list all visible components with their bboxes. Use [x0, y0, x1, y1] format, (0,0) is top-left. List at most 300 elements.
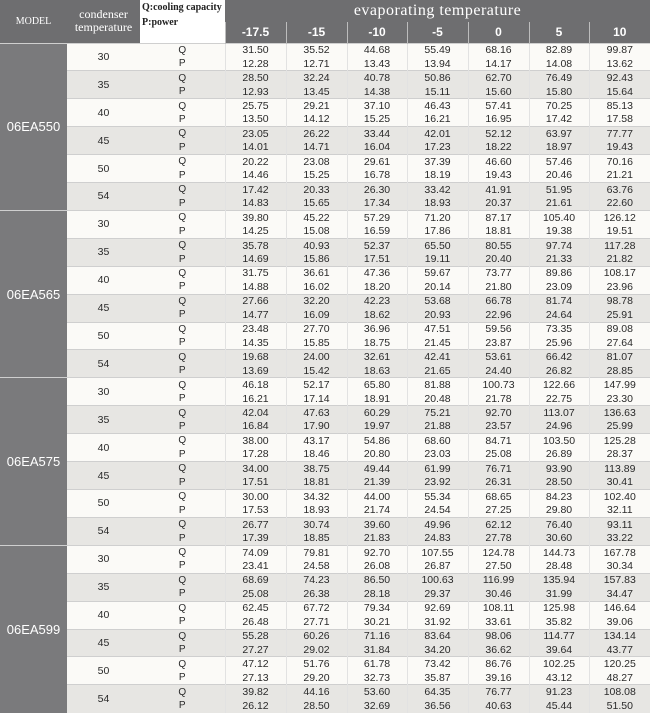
- cooling-capacity-value: 51.95: [529, 183, 589, 197]
- condenser-temperature: 45: [67, 629, 140, 657]
- cooling-capacity-value: 68.65: [468, 490, 529, 504]
- condenser-temperature: 50: [67, 155, 140, 183]
- power-value: 17.14: [286, 392, 347, 406]
- cooling-capacity-value: 66.42: [529, 350, 589, 364]
- condenser-temperature: 35: [67, 238, 140, 266]
- cooling-capacity-value: 37.39: [407, 155, 468, 169]
- model-name: 06EA565: [0, 210, 67, 377]
- power-value: 17.34: [347, 196, 407, 210]
- table-row: [0, 322, 650, 336]
- power-value: 17.42: [529, 113, 589, 127]
- cooling-capacity-label: Q: [140, 573, 225, 587]
- cooling-capacity-label: Q: [140, 210, 225, 224]
- cooling-capacity-label: Q: [140, 99, 225, 113]
- table-row: [0, 266, 650, 280]
- power-value: 36.62: [468, 643, 529, 657]
- condenser-temperature: 54: [67, 517, 140, 545]
- cooling-capacity-value: 114.77: [529, 629, 589, 643]
- power-value: 13.69: [225, 364, 286, 378]
- power-value: 16.59: [347, 224, 407, 238]
- condenser-temperature-header: [67, 0, 140, 43]
- model-name: 06EA599: [0, 545, 67, 713]
- cooling-capacity-value: 100.73: [468, 378, 529, 392]
- cooling-capacity-value: 65.80: [347, 378, 407, 392]
- cooling-capacity-value: 92.70: [347, 545, 407, 559]
- cooling-capacity-value: 76.40: [529, 517, 589, 531]
- cooling-capacity-value: 23.05: [225, 127, 286, 141]
- cooling-capacity-value: 59.56: [468, 322, 529, 336]
- cooling-capacity-value: 97.74: [529, 238, 589, 252]
- power-value: 26.12: [225, 699, 286, 713]
- power-value: 51.50: [589, 699, 650, 713]
- cooling-capacity-value: 76.77: [468, 685, 529, 699]
- power-value: 45.44: [529, 699, 589, 713]
- power-label: P: [140, 671, 225, 685]
- cooling-capacity-value: 62.45: [225, 601, 286, 615]
- cooling-capacity-value: 86.76: [468, 657, 529, 671]
- power-value: 19.11: [407, 252, 468, 266]
- model-header: MODEL: [0, 0, 67, 43]
- power-value: 20.46: [529, 169, 589, 183]
- cooling-capacity-value: 25.75: [225, 99, 286, 113]
- cooling-capacity-value: 45.22: [286, 210, 347, 224]
- power-value: 22.75: [529, 392, 589, 406]
- table-row: [0, 99, 650, 113]
- power-value: 26.82: [529, 364, 589, 378]
- cooling-capacity-value: 73.35: [529, 322, 589, 336]
- cooling-capacity-value: 32.61: [347, 350, 407, 364]
- cooling-capacity-value: 60.26: [286, 629, 347, 643]
- power-value: 14.69: [225, 252, 286, 266]
- power-label: P: [140, 559, 225, 573]
- cooling-capacity-value: 39.80: [225, 210, 286, 224]
- power-value: 18.81: [286, 476, 347, 490]
- power-value: 25.99: [589, 420, 650, 434]
- power-label: P: [140, 308, 225, 322]
- power-value: 17.51: [225, 476, 286, 490]
- power-value: 29.02: [286, 643, 347, 657]
- cooling-capacity-value: 52.12: [468, 127, 529, 141]
- cooling-capacity-value: 55.28: [225, 629, 286, 643]
- power-value: 15.60: [468, 85, 529, 99]
- cooling-capacity-value: 135.94: [529, 573, 589, 587]
- cooling-capacity-value: 71.20: [407, 210, 468, 224]
- cooling-capacity-value: 26.77: [225, 517, 286, 531]
- cooling-capacity-value: 49.44: [347, 462, 407, 476]
- cooling-capacity-value: 67.72: [286, 601, 347, 615]
- cooling-capacity-value: 40.93: [286, 238, 347, 252]
- condenser-temperature: 30: [67, 378, 140, 406]
- power-value: 18.81: [468, 224, 529, 238]
- condenser-temperature: 35: [67, 573, 140, 601]
- table-row: [0, 462, 650, 476]
- power-value: 17.86: [407, 224, 468, 238]
- model-name: 06EA575: [0, 378, 67, 545]
- power-value: 15.25: [347, 113, 407, 127]
- cooling-capacity-value: 167.78: [589, 545, 650, 559]
- cooling-capacity-value: 68.69: [225, 573, 286, 587]
- table-row: [0, 350, 650, 364]
- cooling-capacity-label: Q: [140, 294, 225, 308]
- power-value: 15.42: [286, 364, 347, 378]
- power-value: 23.92: [407, 476, 468, 490]
- cooling-capacity-value: 75.21: [407, 406, 468, 420]
- cooling-capacity-value: 46.43: [407, 99, 468, 113]
- power-value: 25.91: [589, 308, 650, 322]
- cooling-capacity-label: Q: [140, 406, 225, 420]
- power-value: 32.11: [589, 503, 650, 517]
- table-row: [0, 406, 650, 420]
- cooling-capacity-value: 100.63: [407, 573, 468, 587]
- cooling-capacity-value: 76.49: [529, 71, 589, 85]
- cooling-capacity-label: Q: [140, 434, 225, 448]
- power-value: 14.88: [225, 280, 286, 294]
- cooling-capacity-value: 19.68: [225, 350, 286, 364]
- power-value: 21.78: [468, 392, 529, 406]
- power-value: 14.08: [529, 57, 589, 71]
- cooling-capacity-value: 38.00: [225, 434, 286, 448]
- condenser-temperature: 30: [67, 545, 140, 573]
- power-value: 29.20: [286, 671, 347, 685]
- cooling-capacity-value: 63.76: [589, 183, 650, 197]
- power-value: 21.83: [347, 531, 407, 545]
- power-value: 14.35: [225, 336, 286, 350]
- power-value: 27.71: [286, 615, 347, 629]
- cooling-capacity-value: 134.14: [589, 629, 650, 643]
- power-label: P: [140, 531, 225, 545]
- power-value: 43.77: [589, 643, 650, 657]
- cooling-capacity-value: 89.86: [529, 266, 589, 280]
- power-value: 21.39: [347, 476, 407, 490]
- power-value: 17.51: [347, 252, 407, 266]
- power-value: 39.64: [529, 643, 589, 657]
- cooling-capacity-value: 36.61: [286, 266, 347, 280]
- cooling-capacity-value: 98.78: [589, 294, 650, 308]
- cooling-capacity-value: 34.00: [225, 462, 286, 476]
- power-value: 21.33: [529, 252, 589, 266]
- cooling-capacity-value: 53.68: [407, 294, 468, 308]
- power-value: 15.11: [407, 85, 468, 99]
- cooling-capacity-label: Q: [140, 545, 225, 559]
- cooling-capacity-value: 42.01: [407, 127, 468, 141]
- condenser-temperature: 50: [67, 490, 140, 518]
- power-value: 18.19: [407, 169, 468, 183]
- power-value: 21.45: [407, 336, 468, 350]
- cooling-capacity-value: 107.55: [407, 545, 468, 559]
- cooling-capacity-value: 136.63: [589, 406, 650, 420]
- cooling-capacity-value: 27.66: [225, 294, 286, 308]
- power-value: 26.89: [529, 448, 589, 462]
- power-value: 35.87: [407, 671, 468, 685]
- power-value: 29.37: [407, 587, 468, 601]
- power-label: P: [140, 113, 225, 127]
- power-value: 43.12: [529, 671, 589, 685]
- power-value: 26.48: [225, 615, 286, 629]
- power-value: 23.03: [407, 448, 468, 462]
- power-value: 28.37: [589, 448, 650, 462]
- cooling-capacity-value: 32.20: [286, 294, 347, 308]
- cooling-capacity-value: 53.60: [347, 685, 407, 699]
- cooling-capacity-value: 42.41: [407, 350, 468, 364]
- table-row: [0, 183, 650, 197]
- power-value: 16.09: [286, 308, 347, 322]
- table-row: [0, 545, 650, 559]
- cooling-capacity-value: 74.09: [225, 545, 286, 559]
- power-value: 27.25: [468, 503, 529, 517]
- evap-temp-header: -15: [286, 22, 347, 43]
- power-value: 15.80: [529, 85, 589, 99]
- cooling-capacity-value: 105.40: [529, 210, 589, 224]
- power-value: 12.28: [225, 57, 286, 71]
- cooling-capacity-label: Q: [140, 517, 225, 531]
- evap-temp-header: -5: [407, 22, 468, 43]
- power-value: 21.80: [468, 280, 529, 294]
- power-value: 39.16: [468, 671, 529, 685]
- cooling-capacity-value: 71.16: [347, 629, 407, 643]
- cooling-capacity-value: 46.18: [225, 378, 286, 392]
- cooling-capacity-value: 23.48: [225, 322, 286, 336]
- evaporating-temperature-header: evaporating temperature: [225, 0, 650, 22]
- cooling-capacity-value: 40.78: [347, 71, 407, 85]
- power-value: 24.64: [529, 308, 589, 322]
- power-label: P: [140, 392, 225, 406]
- cooling-capacity-label: Q: [140, 155, 225, 169]
- cooling-capacity-value: 144.73: [529, 545, 589, 559]
- power-value: 18.46: [286, 448, 347, 462]
- cooling-capacity-label: Q: [140, 350, 225, 364]
- power-value: 24.54: [407, 503, 468, 517]
- power-value: 32.73: [347, 671, 407, 685]
- power-value: 28.50: [529, 476, 589, 490]
- power-label: P: [140, 57, 225, 71]
- cooling-capacity-value: 47.63: [286, 406, 347, 420]
- cooling-capacity-value: 29.21: [286, 99, 347, 113]
- condenser-temperature: 45: [67, 294, 140, 322]
- cooling-capacity-label: Q: [140, 490, 225, 504]
- power-label: P: [140, 615, 225, 629]
- cooling-capacity-value: 81.74: [529, 294, 589, 308]
- table-row: [0, 490, 650, 504]
- power-value: 21.21: [589, 169, 650, 183]
- power-value: 27.27: [225, 643, 286, 657]
- power-value: 14.71: [286, 141, 347, 155]
- cooling-capacity-value: 65.50: [407, 238, 468, 252]
- table-row: [0, 573, 650, 587]
- power-value: 30.46: [468, 587, 529, 601]
- legend-p: P:power: [142, 17, 179, 28]
- power-value: 31.84: [347, 643, 407, 657]
- cooling-capacity-label: Q: [140, 183, 225, 197]
- cooling-capacity-value: 62.70: [468, 71, 529, 85]
- cooling-capacity-value: 47.12: [225, 657, 286, 671]
- power-value: 33.61: [468, 615, 529, 629]
- power-value: 16.02: [286, 280, 347, 294]
- cooling-capacity-value: 44.68: [347, 43, 407, 57]
- table-row: [0, 685, 650, 699]
- power-value: 16.95: [468, 113, 529, 127]
- cooling-capacity-value: 81.88: [407, 378, 468, 392]
- power-value: 26.87: [407, 559, 468, 573]
- cooling-capacity-value: 30.74: [286, 517, 347, 531]
- evap-temp-header: -17.5: [225, 22, 286, 43]
- power-value: 24.83: [407, 531, 468, 545]
- cooling-capacity-value: 92.70: [468, 406, 529, 420]
- power-value: 19.43: [468, 169, 529, 183]
- cooling-capacity-value: 81.07: [589, 350, 650, 364]
- cooling-capacity-value: 113.89: [589, 462, 650, 476]
- cooling-capacity-value: 39.82: [225, 685, 286, 699]
- power-value: 20.14: [407, 280, 468, 294]
- power-label: P: [140, 503, 225, 517]
- cooling-capacity-value: 57.46: [529, 155, 589, 169]
- table-row: [0, 294, 650, 308]
- cooling-capacity-value: 98.06: [468, 629, 529, 643]
- power-label: P: [140, 280, 225, 294]
- power-value: 34.20: [407, 643, 468, 657]
- power-value: 14.38: [347, 85, 407, 99]
- condenser-temperature: 45: [67, 127, 140, 155]
- cooling-capacity-value: 50.86: [407, 71, 468, 85]
- power-value: 15.08: [286, 224, 347, 238]
- power-value: 32.69: [347, 699, 407, 713]
- condenser-header-line2: temperature: [74, 20, 133, 35]
- cooling-capacity-value: 35.78: [225, 238, 286, 252]
- power-value: 17.53: [225, 503, 286, 517]
- power-label: P: [140, 252, 225, 266]
- cooling-capacity-value: 73.77: [468, 266, 529, 280]
- cooling-capacity-value: 125.98: [529, 601, 589, 615]
- power-value: 21.74: [347, 503, 407, 517]
- table-row: [0, 601, 650, 615]
- power-value: 27.78: [468, 531, 529, 545]
- cooling-capacity-value: 28.50: [225, 71, 286, 85]
- condenser-temperature: 35: [67, 406, 140, 434]
- power-value: 28.18: [347, 587, 407, 601]
- power-value: 21.61: [529, 196, 589, 210]
- power-value: 18.75: [347, 336, 407, 350]
- cooling-capacity-label: Q: [140, 629, 225, 643]
- power-value: 18.22: [468, 141, 529, 155]
- power-value: 13.94: [407, 57, 468, 71]
- power-value: 25.96: [529, 336, 589, 350]
- table-body: [0, 43, 650, 713]
- power-value: 17.58: [589, 113, 650, 127]
- power-value: 15.86: [286, 252, 347, 266]
- power-value: 15.64: [589, 85, 650, 99]
- table-row: [0, 629, 650, 643]
- cooling-capacity-value: 33.42: [407, 183, 468, 197]
- power-label: P: [140, 699, 225, 713]
- cooling-capacity-value: 23.08: [286, 155, 347, 169]
- cooling-capacity-label: Q: [140, 71, 225, 85]
- cooling-capacity-value: 17.42: [225, 183, 286, 197]
- condenser-temperature: 54: [67, 350, 140, 378]
- power-value: 23.41: [225, 559, 286, 573]
- model-name: 06EA550: [0, 43, 67, 210]
- power-value: 18.62: [347, 308, 407, 322]
- cooling-capacity-value: 53.61: [468, 350, 529, 364]
- cooling-capacity-value: 34.32: [286, 490, 347, 504]
- power-value: 28.48: [529, 559, 589, 573]
- cooling-capacity-value: 108.08: [589, 685, 650, 699]
- cooling-capacity-value: 39.60: [347, 517, 407, 531]
- power-value: 27.64: [589, 336, 650, 350]
- evap-temp-header: 10: [589, 22, 650, 43]
- power-value: 28.50: [286, 699, 347, 713]
- condenser-temperature: 50: [67, 657, 140, 685]
- power-value: 29.80: [529, 503, 589, 517]
- power-value: 24.58: [286, 559, 347, 573]
- power-label: P: [140, 420, 225, 434]
- evap-temp-header: 5: [529, 22, 589, 43]
- power-value: 23.57: [468, 420, 529, 434]
- cooling-capacity-value: 73.42: [407, 657, 468, 671]
- cooling-capacity-value: 84.71: [468, 434, 529, 448]
- power-value: 30.34: [589, 559, 650, 573]
- power-value: 16.21: [407, 113, 468, 127]
- cooling-capacity-value: 49.96: [407, 517, 468, 531]
- condenser-header-line1: condenser: [79, 7, 128, 22]
- cooling-capacity-value: 41.91: [468, 183, 529, 197]
- cooling-capacity-value: 47.51: [407, 322, 468, 336]
- power-value: 18.93: [286, 503, 347, 517]
- power-label: P: [140, 85, 225, 99]
- power-value: 14.12: [286, 113, 347, 127]
- cooling-capacity-value: 36.96: [347, 322, 407, 336]
- power-value: 13.50: [225, 113, 286, 127]
- power-value: 16.84: [225, 420, 286, 434]
- power-value: 14.83: [225, 196, 286, 210]
- cooling-capacity-value: 117.28: [589, 238, 650, 252]
- cooling-capacity-value: 29.61: [347, 155, 407, 169]
- power-value: 14.46: [225, 169, 286, 183]
- condenser-temperature: 30: [67, 43, 140, 71]
- power-label: P: [140, 587, 225, 601]
- legend-q: Q:cooling capacity: [142, 2, 222, 13]
- table-row: [0, 43, 650, 57]
- cooling-capacity-value: 91.23: [529, 685, 589, 699]
- cooling-capacity-value: 64.35: [407, 685, 468, 699]
- cooling-capacity-value: 99.87: [589, 43, 650, 57]
- power-value: 19.38: [529, 224, 589, 238]
- condenser-temperature: 40: [67, 434, 140, 462]
- cooling-capacity-value: 26.22: [286, 127, 347, 141]
- cooling-capacity-value: 103.50: [529, 434, 589, 448]
- table-row: [0, 434, 650, 448]
- cooling-capacity-value: 66.78: [468, 294, 529, 308]
- cooling-capacity-value: 147.99: [589, 378, 650, 392]
- cooling-capacity-value: 20.22: [225, 155, 286, 169]
- cooling-capacity-value: 47.36: [347, 266, 407, 280]
- cooling-capacity-value: 79.34: [347, 601, 407, 615]
- condenser-temperature: 45: [67, 462, 140, 490]
- cooling-capacity-label: Q: [140, 657, 225, 671]
- cooling-capacity-value: 108.11: [468, 601, 529, 615]
- power-value: 30.60: [529, 531, 589, 545]
- cooling-capacity-value: 70.25: [529, 99, 589, 113]
- power-value: 14.77: [225, 308, 286, 322]
- table-row: [0, 657, 650, 671]
- power-value: 18.85: [286, 531, 347, 545]
- cooling-capacity-label: Q: [140, 266, 225, 280]
- condenser-temperature: 30: [67, 210, 140, 238]
- condenser-temperature: 50: [67, 322, 140, 350]
- evap-temp-header: -10: [347, 22, 407, 43]
- cooling-capacity-label: Q: [140, 462, 225, 476]
- power-value: 18.20: [347, 280, 407, 294]
- cooling-capacity-value: 37.10: [347, 99, 407, 113]
- cooling-capacity-value: 68.16: [468, 43, 529, 57]
